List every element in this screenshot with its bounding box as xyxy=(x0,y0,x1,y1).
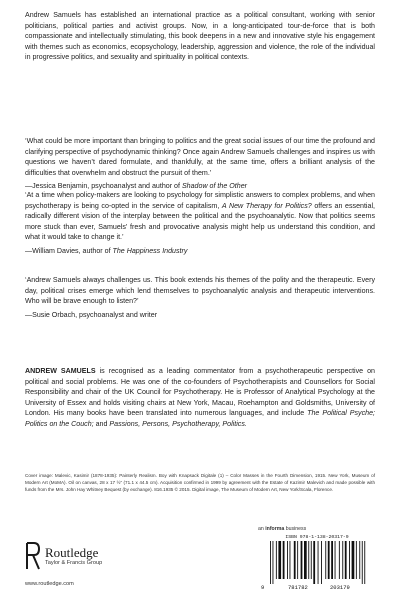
barcode-bar xyxy=(301,541,303,579)
author-bio-text: and xyxy=(93,419,110,428)
quote-text xyxy=(25,190,375,243)
cover-image-credits: Cover image: Malevic, Kasimir (1878-1935): Painterly Realism. Boy with Knapsack Digitale (1) – Color Masses in the Fourth Dimension, 1915. New York, Museum of Modern Art (MoMA). Oil on canvas, 28 x 17 ½” (71.1 x 44.5 cm). Acquisition confirmed in 1999 by agreement with the Estate of Kazimir Malevich and made possible with funds from the Mrs. John Hay Whitney Bequest (by exchange). 816.1935 © 2015. Digital image, The Museum of Modern Art, New York/Scala, Florence. xyxy=(25,473,375,493)
barcode-bar xyxy=(294,541,296,579)
barcode-bar xyxy=(276,541,277,579)
quote-text-part: ‘At a time when policy-makers are looking to psychology for simplistic answers to complex problems, and when psychotherapy is being co-opted in the service of capitalism, xyxy=(25,191,375,210)
attribution-work: Shadow of the Other xyxy=(181,182,248,191)
barcode-bar xyxy=(311,541,312,579)
author-book-titles: The Political Psyche; Politics on the Couch; xyxy=(25,409,376,428)
barcode-bar xyxy=(321,541,322,584)
informa-imprint xyxy=(258,526,306,532)
imprint-prefix: an xyxy=(258,526,266,532)
imprint-brand: informa xyxy=(265,526,285,532)
quote-book-title: A New Therapy for Politics? xyxy=(221,201,312,210)
barcode-bars xyxy=(258,541,376,591)
endorsement-quote-3 xyxy=(25,275,375,320)
barcode-bar xyxy=(304,541,307,579)
barcode-bar xyxy=(364,541,365,584)
barcode-bar xyxy=(313,541,315,584)
quote-text: ‘What could be more important than bringing to politics and the great social issues of our time the profound and clarifying perspective of psychodynamic thinking? Once again Andrew Samuels challenges and inspires us with questions we haven’t dared formulate, and thankfully, at the same time, offers a brilliant analysis of the difficulties that overwhelm and obstruct the pursuit of them.’ xyxy=(25,137,375,177)
barcode-bar xyxy=(352,541,355,579)
barcode-bar xyxy=(325,541,326,579)
isbn-barcode xyxy=(258,535,376,591)
imprint-suffix: business xyxy=(284,526,307,532)
quote-attribution: —Susie Orbach, psychoanalyst and writer xyxy=(25,310,158,319)
attribution-name: —Jessica Benjamin, psychoanalyst and author of xyxy=(25,182,182,191)
quote-attribution xyxy=(25,246,375,257)
barcode-bar xyxy=(290,541,291,579)
barcode-bar xyxy=(328,541,330,579)
barcode-bar xyxy=(359,541,360,579)
quote-text-part: offers an essential, radically different vision of the interplay between the political and the psychoanalytic. Now that politics seems more stuck than ever, Samuels’ fresh and provocative analysis might help us understand this condition, and what it would take to change it.’ xyxy=(25,201,375,242)
barcode-bar xyxy=(345,541,347,579)
isbn-label: ISBN 978-1-138-20317-9 xyxy=(285,535,349,540)
barcode-bar xyxy=(287,541,288,579)
endorsement-quote-2 xyxy=(25,190,375,257)
quote-text: ‘Andrew Samuels always challenges us. This book extends his themes of the polity and the therapeutic. Every day, political crises emerge which lend themselves to psychoanalytic analysis and therapeutic interventions. Who will be brave enough to listen?’ xyxy=(25,276,375,306)
book-blurb: Andrew Samuels has established an international practice as a political consultant, working with senior politicians, political parties and activist groups. Now, in a long-anticipated tour-de-force that is both compassionate and intellectually stimulating, this book deepens in a new and innovative style his engagement with themes such as economics, ecopsychology, leadership, aggression and violence, the role of the individual in progressive politics, and sexuality and spirituality in political contexts. xyxy=(25,11,375,62)
barcode-bar xyxy=(362,541,363,584)
author-name: ANDREW SAMUELS xyxy=(25,367,96,375)
barcode-bar xyxy=(308,541,309,579)
barcode-bar xyxy=(342,541,343,579)
barcode-bar xyxy=(270,541,271,584)
barcode-bar xyxy=(318,541,319,584)
endorsement-quote-1 xyxy=(25,136,375,192)
barcode-bar xyxy=(283,541,285,579)
author-book-title: Passions, Persons, Psychotherapy, Politics. xyxy=(109,419,247,428)
attribution-name: —William Davies, author of xyxy=(25,246,113,255)
barcode-digit-prefix: 9 xyxy=(261,584,265,591)
barcode-digits-group-2: 203179 xyxy=(330,584,350,591)
barcode-bar xyxy=(297,541,298,579)
author-bio-text: is recognised as a leading commentator from a psychotherapeutic perspective on political and social problems. He was one of the co-founders of Psychotherapists and Counsellors for Social Responsibility and chair of the UK Council for Psychotherapy. He is Professor of Analytical Psychology at the University of Essex and holds visiting chairs at New York, Macau, Roehampton and Goldsmiths, University of London. His many books have been translated into numerous languages, and include xyxy=(25,367,375,418)
barcode-bar xyxy=(331,541,333,579)
barcode-bar xyxy=(278,541,281,579)
publisher-website: www.routledge.com xyxy=(25,581,74,587)
barcode-digits-group-1: 781782 xyxy=(288,584,308,591)
publisher-name: Routledge xyxy=(45,545,99,560)
publisher-subtitle: Taylor & Francis Group xyxy=(45,560,103,566)
author-bio xyxy=(25,366,375,430)
routledge-r-icon xyxy=(25,542,41,570)
barcode-bar xyxy=(273,541,274,584)
barcode-bar xyxy=(335,541,336,579)
routledge-logo xyxy=(25,542,135,572)
barcode-bar xyxy=(349,541,350,579)
attribution-work: The Happiness Industry xyxy=(112,246,188,255)
barcode-bar xyxy=(356,541,357,579)
barcode-bar xyxy=(339,541,340,579)
